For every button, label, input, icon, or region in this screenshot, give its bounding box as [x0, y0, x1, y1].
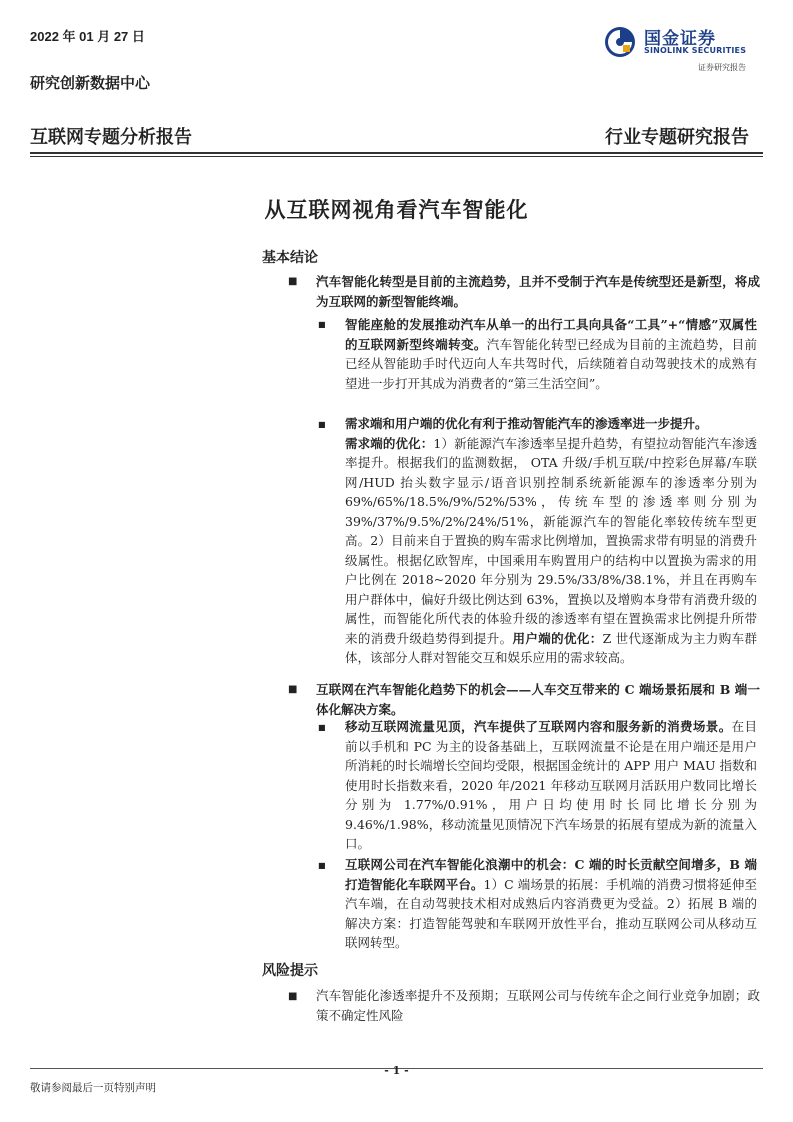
logo-text-en: SINOLINK SECURITIES — [644, 46, 747, 55]
square-bullet-icon: ■ — [288, 991, 298, 1002]
research-center: 研究创新数据中心 — [30, 74, 151, 92]
company-logo — [604, 22, 764, 72]
risk-text: 汽车智能化渗透率提升不及预期；互联网公司与传统车企之间行业竞争加剧；政策不确定性风险 — [316, 988, 760, 1023]
report-date: 2022 年 01 月 27 日 — [30, 29, 145, 44]
disclaimer-note: 敬请参阅最后一页特别声明 — [30, 1082, 156, 1094]
sub-point-lead: 需求端和用户端的优化有利于推动智能汽车的渗透率进一步提升。 — [345, 416, 708, 431]
conclusion-point-2-sub-1 — [345, 717, 757, 854]
section-heading-conclusion: 基本结论 — [262, 250, 318, 266]
report-category: 行业专题研究报告 — [605, 127, 749, 148]
document-title: 从互联网视角看汽车智能化 — [264, 197, 529, 222]
report-type: 互联网专题分析报告 — [30, 127, 192, 148]
conclusion-point-1: 汽车智能化转型是目前的主流趋势，且并不受制于汽车是传统型还是新型，将成为互联网的新型智能终端。 — [316, 274, 760, 309]
square-bullet-icon: ■ — [288, 276, 298, 287]
demand-text: 1）新能源汽车渗透率呈提升趋势，有望拉动智能汽车渗透率提升。根据我们的监测数据， OTA 升级/手机互联/中控彩色屏幕/车联网/HUD 抬头数字显示/语音识别控制系统新能源车的渗透率分别为 69%/65%/18.5%/9%/52%/53%，传统车型的渗透率则分别为 39%/37%/9.5%/2%/24%/51%，新能源汽车的智能化率较传统车型更高。2）目前来自于置换的购车需求比例增加，置换需求带有明显的消费升级属性。根据亿欧智库，中国乘用车购置用户的结构中以置换为需求的用户比例在 2018~2020 年分别为 29.5%/33/8%/38.1%，并且在再购车用户群体中，偏好升级比例达到 63%，置换以及增购本身带有消费升级的属性，而智能化所代表的体验升级的渗透率有望在置换需求比例提升所带来的消费升级趋势得到提升。 — [345, 435, 757, 646]
conclusion-point-1-sub-1 — [345, 315, 757, 393]
conclusion-point-2-sub-2 — [345, 855, 757, 953]
conclusion-point-1-sub-2 — [345, 414, 757, 668]
header-divider-thin — [30, 156, 763, 157]
conclusion-point-2: 互联网在汽车智能化趋势下的机会——人车交互带来的 C 端场景拓展和 B 端一体化解决方案。 — [316, 682, 760, 717]
logo-emblem-icon — [604, 26, 636, 58]
user-label: 用户端的优化： — [512, 630, 603, 646]
logo-tagline: 证券研究报告 — [698, 63, 746, 72]
square-bullet-icon: ■ — [318, 861, 326, 870]
logo-text-cn: 国金证券 — [644, 29, 716, 49]
sub-point-lead: 互联网公司在汽车智能化浪潮中的机会：C 端的时长贡献空间增多，B 端打造智能化车联网平台。 — [345, 857, 757, 892]
square-bullet-icon: ■ — [318, 420, 326, 429]
sub-point-text: 在目前以手机和 PC 为主的设备基础上，互联网流量不论是在用户端还是用户所消耗的时长端增长空间均受限，根据国金统计的 APP 用户 MAU 指数和使用时长指数来看，2020 年/2021 年移动互联网月活跃用户数同比增长分别为 1.77%/0.91%，用户日均使用时长同比增长分别为 9.46%/1.98%，移动流量见顶情况下汽车场景的拓展有望成为新的流量入口。 — [345, 719, 757, 851]
sub-point-text: 汽车智能化转型已经成为目前的主流趋势，目前已经从智能助手时代迈向人车共驾时代，后续随着自动驾驶技术的成熟有望进一步打开其成为消费者的“第三生活空间”。 — [345, 336, 757, 391]
user-text: Z 世代逐渐成为主力购车群体，该部分人群对智能交互和娱乐应用的需求较高。 — [345, 630, 757, 665]
header-divider-thick — [30, 152, 763, 154]
square-bullet-icon: ■ — [318, 723, 326, 732]
sub-point-lead: 移动互联网流量见顶，汽车提供了互联网内容和服务新的消费场景。 — [345, 719, 732, 734]
page-number: - 1 - — [384, 1064, 409, 1077]
section-heading-risk: 风险提示 — [262, 963, 318, 979]
square-bullet-icon: ■ — [318, 320, 326, 329]
demand-label: 需求端的优化： — [345, 435, 434, 451]
sub-point-lead: 智能座舱的发展推动汽车从单一的出行工具向具备“工具”+“情感”双属性的互联网新型终端转变。 — [345, 317, 757, 352]
sub-point-text: 1）C 端场景的拓展：手机端的消费习惯将延伸至汽车端，在自动驾驶技术相对成熟后内容消费更为受益。2）拓展 B 端的解决方案：打造智能驾驶和车联网开放性平台，推动互联网公司从移动互联网转型。 — [345, 876, 757, 950]
square-bullet-icon: ■ — [288, 684, 298, 695]
